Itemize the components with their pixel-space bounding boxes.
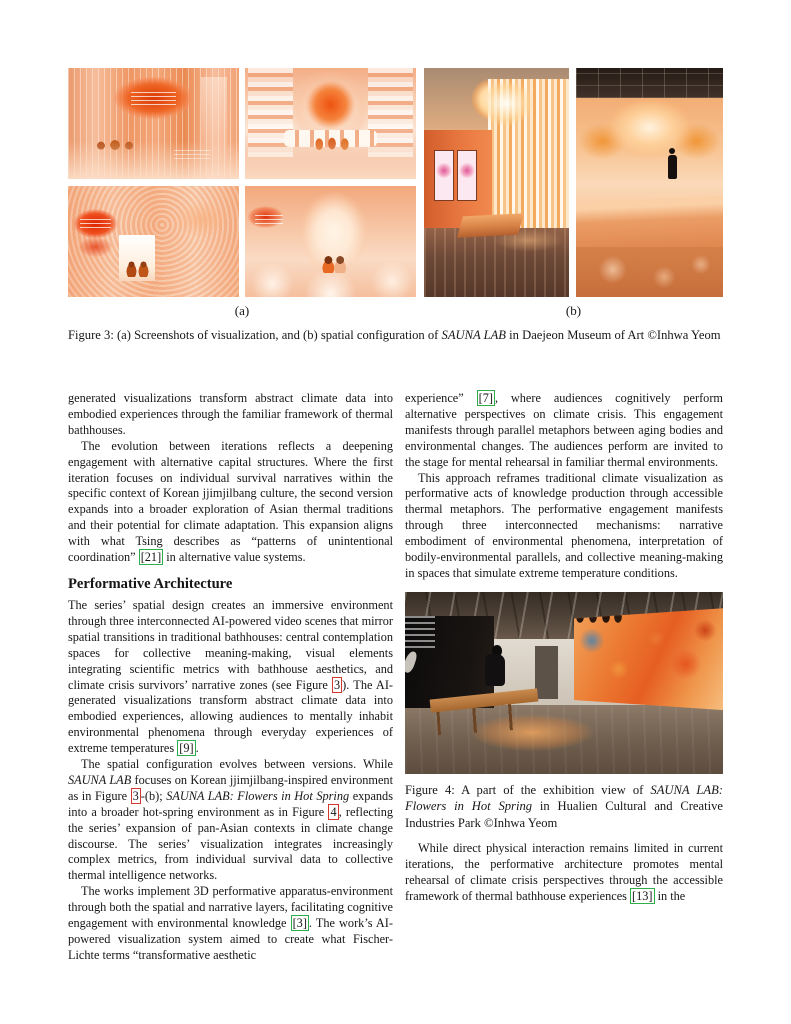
- text-segment: in the: [654, 888, 686, 903]
- bathing-figures: [312, 137, 352, 150]
- seated-couple: [320, 255, 348, 273]
- figure4-caption: [405, 782, 723, 831]
- text-segment: Figure 4: A part of the exhibition view of: [405, 782, 651, 797]
- text-segment: SAUNA LAB: Flowers in Hot Spring: [405, 782, 723, 814]
- light-band: [201, 77, 227, 159]
- panel-text-lines: [405, 616, 435, 651]
- doorway: [535, 646, 557, 699]
- right-column: [405, 391, 723, 964]
- section-heading: Performative Architecture: [68, 575, 233, 592]
- text-segment: generated visualizations transform abstract climate data into embodied experiences through the familiar framework of thermal bathhouses.: [68, 391, 393, 437]
- overlay-text: [255, 215, 282, 224]
- text-segment: , where audiences cognitively perform alternative perspectives on climate crisis. This engagement manifests through parallel metaphors between aging bodies and environmental changes. The audiences perform are invited to the stage for mental rehearsal in familiar thermal environments.: [405, 391, 723, 469]
- text-segment: The spatial configuration evolves between versions. While: [81, 757, 393, 772]
- text-segment: ). The AI-generated visualizations transform abstract climate data into embodied experiences, allowing audiences to mentally inhabit environmental phenomena through everyday experiences of extreme temperatures: [68, 677, 394, 756]
- text-segment: The evolution between iterations reflects a deepening engagement with alternative capital structures. Where the first iteration focuses on individual survival narratives within the specific context of Korean jjimjilbang culture, the second version expands into a broader exploration of Asian thermal traditions and their potential for climate adaptation. This expansion aligns with what Tsing describes as “patterns of unintentional coordination”: [68, 438, 393, 565]
- figure3: [68, 68, 723, 297]
- white-feather-graphic: [405, 650, 418, 674]
- text-segment: SAUNA LAB: Flowers in Hot Spring: [166, 788, 350, 803]
- stone-bench: [457, 213, 523, 237]
- text-segment: in alternative value systems.: [163, 550, 306, 565]
- person-torso: [668, 155, 677, 179]
- text-segment: Figure 3: (a) Screenshots of visualization, and (b) spatial configuration of: [68, 328, 442, 342]
- text-segment: SAUNA LAB: [68, 772, 132, 787]
- body-columns: [68, 391, 723, 964]
- text-segment: SAUNA LAB: [441, 328, 507, 342]
- subfigure-label-b: (b): [565, 303, 582, 318]
- text-segment: While direct physical interaction remains limited in current iterations, the performative architecture promotes mental rehearsal of climate crisis perspectives through the accessible framework of thermal bathhouse experiences: [405, 841, 723, 903]
- figure-reference-link[interactable]: 3: [132, 788, 139, 803]
- text-segment: in Hualien Cultural and Creative Industries Park ©Inhwa Yeom: [405, 799, 723, 830]
- dark-ceiling: [576, 68, 723, 100]
- overlay-text: [174, 150, 210, 160]
- text-segment: experience”: [405, 391, 477, 405]
- figure3a-visualization-lace-doorway: [68, 186, 239, 297]
- person-body: [485, 654, 505, 686]
- left-column: [68, 391, 393, 964]
- figure3a-screenshot-grid: [68, 68, 416, 297]
- citation-link[interactable]: [21]: [140, 550, 162, 565]
- overlay-text: [80, 219, 111, 229]
- standing-person-silhouette: [667, 148, 677, 180]
- display-screen: [434, 150, 453, 200]
- patterned-column: [368, 68, 412, 157]
- figure3b-photo-pair: [424, 68, 723, 297]
- paragraph: [405, 471, 723, 582]
- figure3a-visualization-kaleidoscope-hall: [245, 68, 416, 179]
- walking-figures: [124, 261, 154, 277]
- citation-link[interactable]: [7]: [478, 391, 493, 405]
- figure4-exhibition-photo: [405, 592, 723, 774]
- overlay-text: [131, 92, 175, 105]
- text-segment: in Daejeon Museum of Art ©Inhwa Yeom: [506, 328, 721, 342]
- projection-screen: [574, 608, 723, 710]
- seated-figures: [95, 139, 135, 151]
- person-head: [669, 148, 675, 154]
- text-segment: The works implement 3D performative apparatus-environment through both the spatial and narrative layers, facilitating cognitive engagement with environmental knowledge: [68, 884, 393, 931]
- citation-link[interactable]: [9]: [179, 741, 194, 756]
- paragraph: [68, 884, 393, 964]
- marble-platform: [576, 195, 723, 254]
- paragraph: [68, 598, 393, 757]
- text-segment: focuses on Korean jjimjilbang-inspired environment as in Figure: [68, 772, 393, 803]
- subfigure-label-a: (a): [234, 303, 250, 318]
- paragraph: [68, 757, 393, 884]
- paragraph: [405, 841, 723, 905]
- projected-floor: [576, 247, 723, 297]
- seated-visitor-silhouette: [485, 645, 509, 693]
- figure3a-visualization-cloud-arch: [245, 186, 416, 297]
- figure-reference-link[interactable]: 3: [334, 677, 341, 692]
- figure3a-visualization-sauna-room: [68, 68, 239, 179]
- polished-floor: [424, 228, 569, 297]
- figure3b-gallery-photo: [424, 68, 569, 297]
- text-segment: -(b);: [140, 788, 167, 803]
- figure3b-projection-photo: [576, 68, 723, 297]
- text-segment: This approach reframes traditional climate visualization as performative acts of knowledge production through accessible thermal metaphors. The performative engagement manifests through three interconnected mechanisms: narrative embodiment of environmental phenomena, interpretation of bodily-environmental parallels, and collective meaning-making in spaces that simulate extreme temperature conditions.: [405, 470, 723, 580]
- text-segment: The series’ spatial design creates an immersive environment through three interconnected AI-powered video scenes that mirror spatial transitions in traditional bathhouses: central contemplation spaces for collective meaning-making, visual elements integrating scientific metrics with bathhouse aesthetics, and climate crisis survivors’ narrative zones (see Figure: [68, 597, 393, 692]
- figure-reference-link[interactable]: 4: [330, 804, 337, 819]
- paragraph: [68, 439, 393, 566]
- text-segment: expands into a broader hot-spring environment as in Figure: [68, 788, 393, 819]
- figure3-caption: [68, 327, 723, 343]
- citation-link[interactable]: [13]: [632, 888, 653, 903]
- text-segment: . The work’s AI-powered visualization system aimed to create what Fischer-Lichte terms “transformative aesthetic: [68, 916, 394, 962]
- projection-wall: [576, 98, 723, 213]
- text-segment: , reflecting the series’ expansion of pan-Asian contexts in climate change discourse. The series’ visualization integrates increasingly complex metrics, from individual survival data to collective thermal intelligence networks.: [68, 804, 393, 883]
- paragraph: [405, 391, 723, 471]
- subfigure-labels: [68, 303, 723, 320]
- citation-link[interactable]: [3]: [292, 916, 307, 931]
- text-segment: .: [195, 741, 199, 756]
- paragraph: [68, 391, 393, 439]
- patterned-column: [248, 68, 292, 157]
- display-screen: [457, 150, 476, 200]
